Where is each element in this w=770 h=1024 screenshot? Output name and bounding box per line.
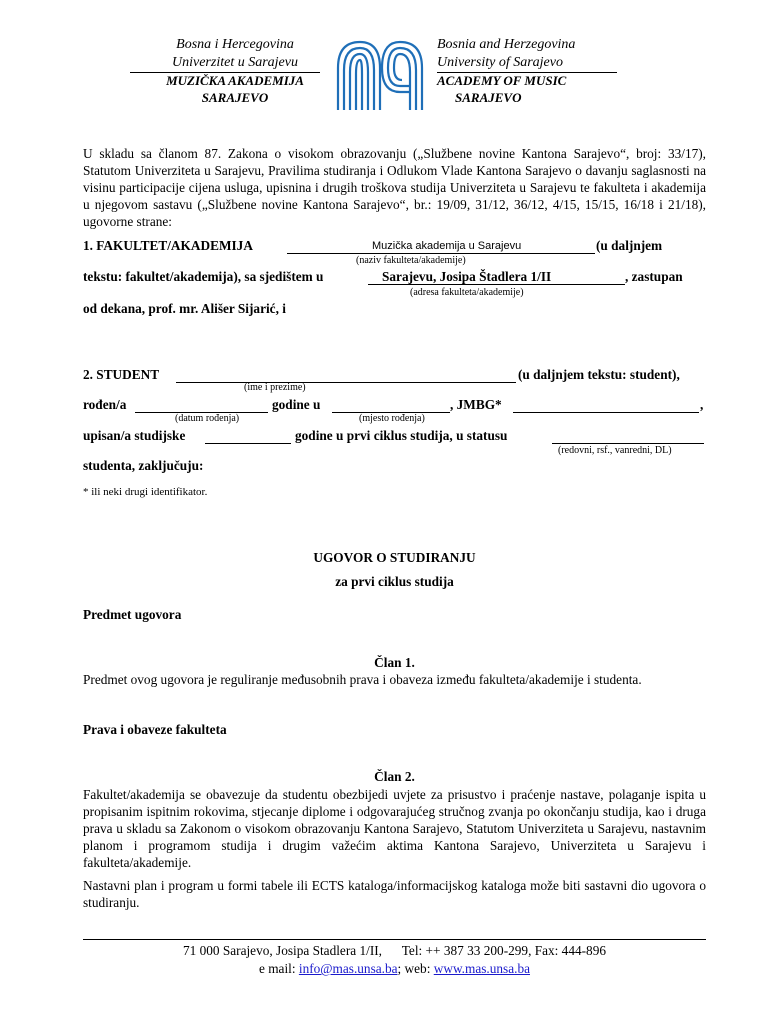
hint-faculty-seat: (adresa fakulteta/akademije) <box>410 287 524 298</box>
contract-title: UGOVOR O STUDIRANJU <box>313 550 476 565</box>
section-heading: Prava i obaveze fakulteta <box>83 722 227 737</box>
jmbg-label: , JMBG* <box>450 397 502 412</box>
party1-suffix: (u daljnjem <box>596 238 663 253</box>
footer-web-link[interactable]: www.mas.unsa.ba <box>433 961 530 976</box>
party2-label: 2. STUDENT <box>83 367 160 382</box>
student-name-field[interactable] <box>176 366 516 383</box>
jmbg-comma: , <box>700 397 704 412</box>
hint-student-name: (ime i prezime) <box>244 382 306 393</box>
footer-web-label: ; web: <box>397 961 431 976</box>
footer-contact-line <box>83 960 706 978</box>
year-of-label: godine u <box>272 397 321 412</box>
footer-email-link[interactable]: info@mas.unsa.ba <box>298 961 398 976</box>
enrolled-mid: godine u prvi ciklus studija, u statusu <box>295 428 508 443</box>
hint-status: (redovni, rsf., vanredni, DL) <box>558 445 672 456</box>
intro-paragraph: U skladu sa članom 87. Zakona o visokom obrazovanju („Službene novine Kantona Sarajevo“, broj: 33/17), Statutom Univerziteta u Sarajevu, Pravilima studiranja i Odlukom Vlade Kantona Sarajevo o davanju saglasnosti na visinu participacije cijena usluga, upisnina i drugih troškova studija Univerziteta u Sarajevu te fakulteta i akademija u njegovom sastavu („Službene novine Kantona Sarajevo“, br.: 19/09, 31/12, 36/12, 4/15, 15/15, 16/18 i 21/18), ugovorne strane: <box>83 146 706 229</box>
birth-date-field[interactable] <box>135 396 268 413</box>
header-right-line2: University of Sarajevo <box>437 55 563 70</box>
party1-seat-label: tekstu: fakultet/akademija), sa sjedištem u <box>83 269 324 284</box>
header-left-line1: Bosna i Hercegovina <box>176 37 294 52</box>
hint-birth-place: (mjesto rođenja) <box>359 413 425 424</box>
born-label: rođen/a <box>83 397 127 412</box>
status-field[interactable] <box>552 427 704 444</box>
header-right-line4: SARAJEVO <box>455 90 522 105</box>
header-left-line3: MUZIČKA AKADEMIJA <box>166 73 304 88</box>
contract-subtitle: za prvi ciklus studija <box>335 574 454 589</box>
jmbg-field[interactable] <box>513 396 699 413</box>
article-paragraph: Nastavni plan i program u formi tabele ili ECTS kataloga/informacijskog kataloga može biti sastavni dio ugovora o studiranju. <box>83 878 706 910</box>
footnote: * ili neki drugi identifikator. <box>83 486 208 498</box>
header-right-line1: Bosnia and Herzegovina <box>437 37 576 52</box>
enrolled-label: upisan/a studijske <box>83 428 186 443</box>
faculty-seat-value: Sarajevu, Josipa Štadlera 1/II <box>382 269 552 284</box>
header-left-line2: Univerzitet u Sarajevu <box>172 55 298 70</box>
footer-rule <box>83 939 706 940</box>
hint-faculty-name: (naziv fakulteta/akademije) <box>356 255 466 266</box>
footer-address: 71 000 Sarajevo, Josipa Stadlera 1/II, <box>182 943 383 958</box>
dean-line: od dekana, prof. mr. Ališer Sijarić, i <box>83 301 286 316</box>
party1-seat-suffix: , zastupan <box>625 269 683 284</box>
hint-birth-date: (datum rođenja) <box>175 413 240 424</box>
article-paragraph: Predmet ovog ugovora je reguliranje međusobnih prava i obaveza između fakulteta/akademije i studenta. <box>83 672 642 687</box>
footer-email-label: e mail: <box>258 961 296 976</box>
concluding-line: studenta, zaključuju: <box>83 458 204 473</box>
academy-logo <box>330 28 430 118</box>
article-paragraph: Fakultet/akademija se obavezuje da studentu obezbijedi uvjete za prisustvo i praćenje nastave, polaganje ispita u propisanim ispitnim rokovima, stjecanje diplome i odgovarajućeg stručnog zvanja po okončanju studija, kao i druga prava u skladu sa Zakonom o visokom obrazovanju Kantona Sarajevo, Statutom Univerziteta u Sarajevu, nastavnim planom i programom studija i drugim važećim aktima Kantona Sarajevo, Univerziteta u Sarajevu i fakulteta/akademije. <box>83 787 706 870</box>
footer-phone: Tel: ++ 387 33 200-299, Fax: 444-896 <box>401 943 607 958</box>
article-heading: Član 1. <box>374 655 415 670</box>
section-heading: Predmet ugovora <box>83 607 182 622</box>
footer-address-line <box>83 942 706 960</box>
academic-year-field[interactable] <box>205 427 291 444</box>
header-right-line3: ACADEMY OF MUSIC <box>437 73 567 88</box>
faculty-name-value: Muzička akademija u Sarajevu <box>372 240 522 252</box>
party1-label: 1. FAKULTET/AKADEMIJA <box>83 238 253 253</box>
article-heading: Član 2. <box>374 769 415 784</box>
party2-suffix: (u daljnjem tekstu: student), <box>518 367 680 382</box>
birth-place-field[interactable] <box>332 396 450 413</box>
header-left-line4: SARAJEVO <box>201 90 269 105</box>
